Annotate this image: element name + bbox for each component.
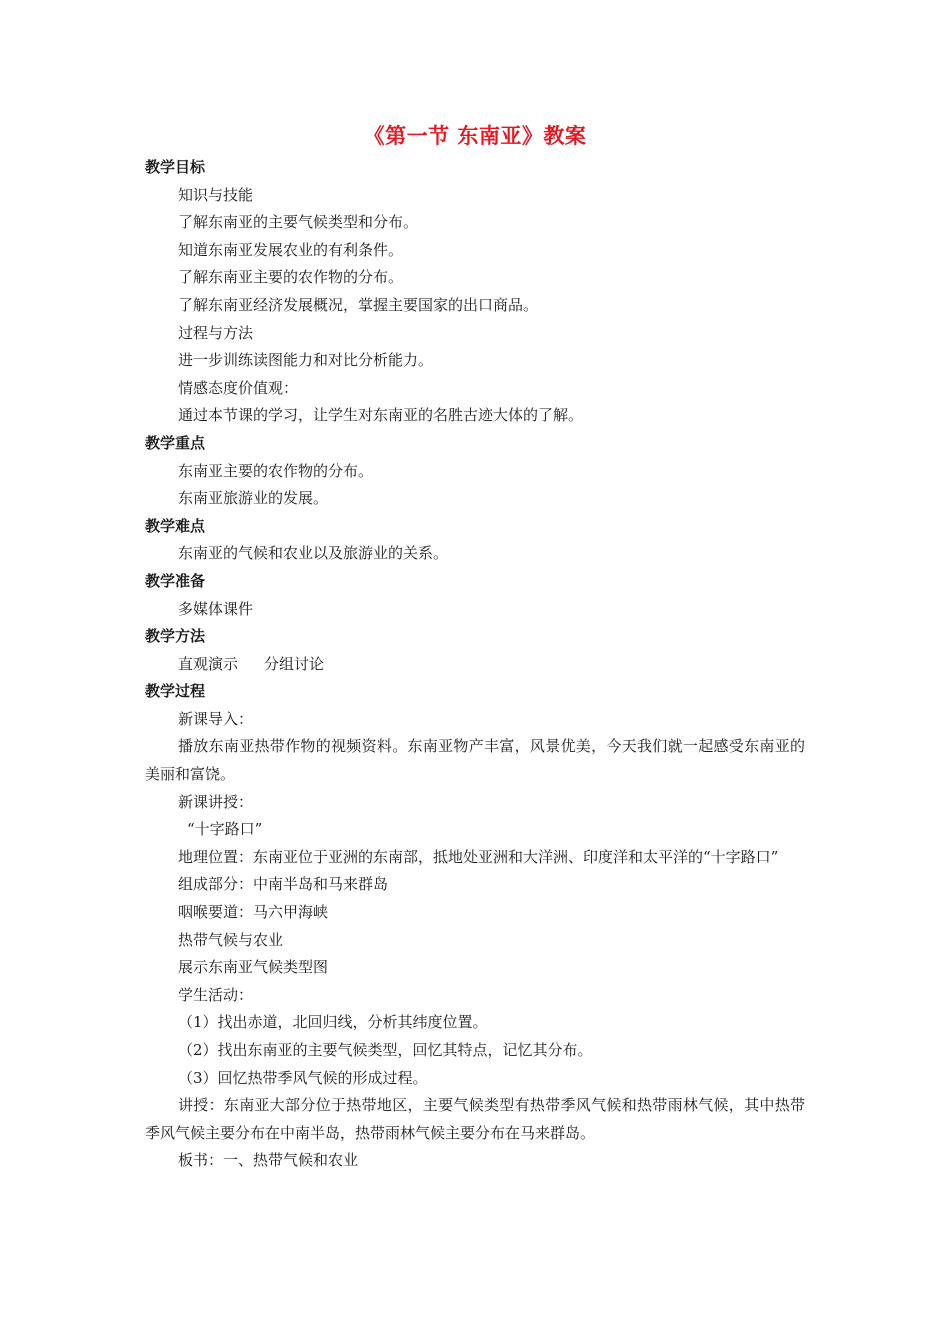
activity-label: 学生活动：: [178, 985, 254, 1004]
intro-label: 新课导入：: [178, 709, 254, 728]
explanation-paragraph: 讲授：东南亚大部分位于热带地区，主要气候类型有热带季风气候和热带雨林气候，其中热带季风气候主要分布在中南半岛，热带雨林气候主要分布在马来群岛。: [145, 1096, 805, 1142]
goal-item: 了解东南亚的主要气候类型和分布。: [178, 213, 419, 232]
climate-subheading: 热带气候与农业: [178, 930, 284, 949]
section-heading-process: 教学过程: [145, 682, 206, 701]
goal-item: 了解东南亚经济发展概况，掌握主要国家的出口商品。: [178, 295, 539, 314]
goal-item: 情感态度价值观：: [178, 378, 299, 397]
location-paragraph: 地理位置：东南亚位于亚洲的东南部，抵地处亚洲和大洋洲、印度洋和太平洋的“十字路口”: [178, 847, 779, 866]
show-map-line: 展示东南亚气候类型图: [178, 958, 329, 977]
document-body: [145, 154, 805, 1175]
document-title: 《第一节 东南亚》教案: [363, 124, 587, 148]
parts-line: 组成部分：中南半岛和马来群岛: [178, 875, 389, 894]
methods-line: [145, 651, 805, 679]
goal-item: 进一步训练读图能力和对比分析能力。: [178, 351, 434, 370]
section-heading-methods: 教学方法: [145, 627, 206, 646]
crossroads-heading: “十字路口”: [187, 820, 263, 839]
activity-item: （3）回忆热带季风气候的形成过程。: [178, 1068, 428, 1087]
intro-paragraph: 播放东南亚热带作物的视频资料。东南亚物产丰富，风景优美，今天我们就一起感受东南亚的美丽和富饶。: [145, 737, 805, 784]
section-heading-preparation: 教学准备: [145, 571, 206, 590]
difficulty-item: 东南亚的气候和农业以及旅游业的关系。: [178, 544, 449, 563]
goal-item: 知道东南亚发展农业的有利条件。: [178, 240, 404, 259]
strait-line: 咽喉要道：马六甲海峡: [178, 903, 329, 922]
method-item: 直观演示: [178, 654, 239, 673]
method-item: 分组讨论: [264, 654, 325, 673]
board-line: 板书：一、热带气候和农业: [178, 1151, 359, 1170]
goal-item: 过程与方法: [178, 323, 254, 342]
lecture-label: 新课讲授：: [178, 792, 254, 811]
preparation-item: 多媒体课件: [178, 599, 254, 618]
goal-item: 了解东南亚主要的农作物的分布。: [178, 268, 404, 287]
goal-item: 知识与技能: [178, 185, 254, 204]
section-heading-difficulties: 教学难点: [145, 516, 206, 535]
keypoint-item: 东南亚旅游业的发展。: [178, 489, 329, 508]
goal-item: 通过本节课的学习，让学生对东南亚的名胜古迹大体的了解。: [178, 406, 584, 425]
section-heading-keypoints: 教学重点: [145, 433, 206, 452]
activity-item: （1）找出赤道，北回归线，分析其纬度位置。: [178, 1013, 488, 1032]
activity-item: （2）找出东南亚的主要气候类型，回忆其特点，记忆其分布。: [178, 1041, 593, 1059]
keypoint-item: 东南亚主要的农作物的分布。: [178, 461, 374, 480]
section-heading-goals: 教学目标: [145, 158, 206, 176]
